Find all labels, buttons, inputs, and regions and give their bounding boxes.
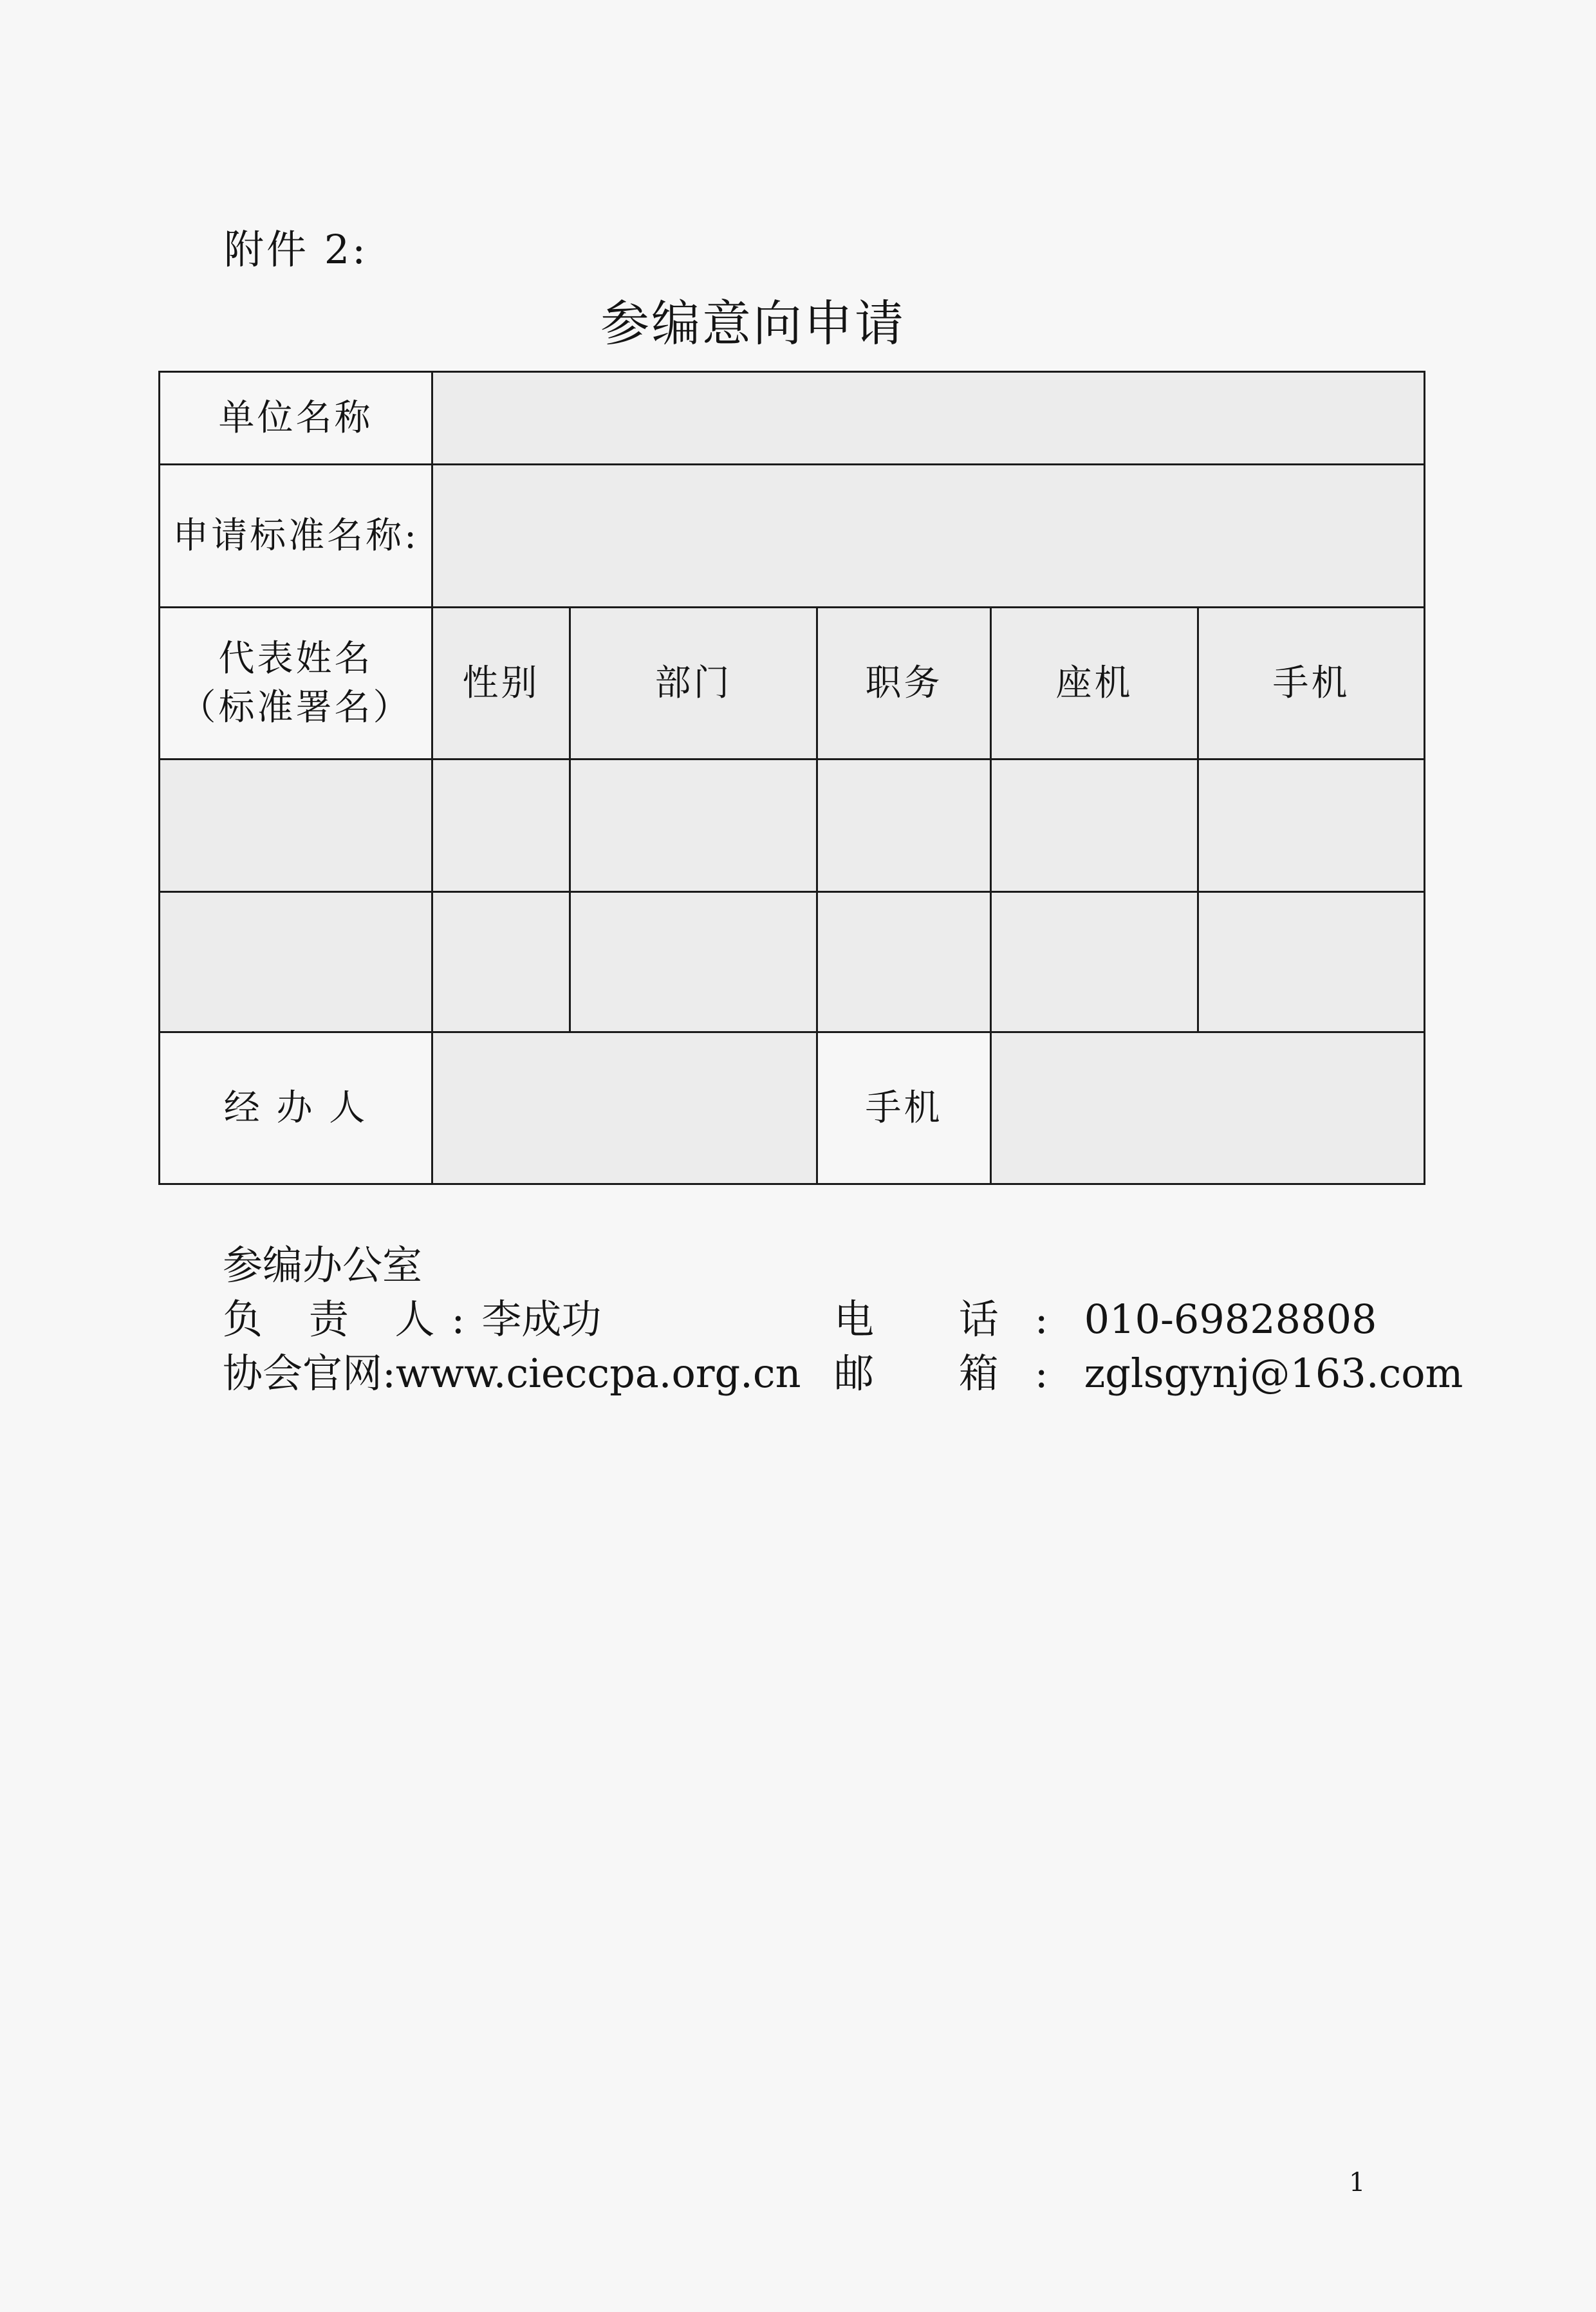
table-row [160, 372, 1425, 465]
gender-cell[interactable] [432, 760, 570, 892]
rep-name-sublabel: （标准署名） [180, 686, 412, 729]
rep-name-cell[interactable] [160, 760, 432, 892]
mobile-cell[interactable] [1198, 892, 1425, 1032]
person-label: 负 责 人: [223, 1296, 482, 1343]
gender-header: 性别 [432, 608, 570, 760]
table-row [160, 1032, 1425, 1184]
unit-name-field[interactable] [432, 372, 1425, 465]
page-number: 1 [1349, 2168, 1366, 2197]
department-cell[interactable] [570, 892, 817, 1032]
rep-name-label: 代表姓名 [218, 637, 373, 680]
handler-label: 经 办 人 [160, 1032, 432, 1184]
rep-name-cell[interactable] [160, 892, 432, 1032]
table-row [160, 892, 1425, 1032]
handler-mobile-field[interactable] [991, 1032, 1425, 1184]
handler-mobile-label: 手机 [817, 1032, 991, 1184]
landline-cell[interactable] [991, 760, 1198, 892]
table-row [160, 760, 1425, 892]
website-link[interactable]: www.cieccpa.org.cn [395, 1350, 801, 1397]
email-label: 邮 箱: [834, 1350, 1084, 1397]
department-header: 部门 [570, 608, 817, 760]
standard-name-label: 申请标准名称: [160, 465, 432, 608]
phone-value: 010-69828808 [1084, 1296, 1377, 1343]
landline-header: 座机 [991, 608, 1198, 760]
position-header: 职务 [817, 608, 991, 760]
standard-name-field[interactable] [432, 465, 1425, 608]
rep-name-header [160, 608, 432, 760]
position-cell[interactable] [817, 760, 991, 892]
phone-label: 电 话: [834, 1296, 1084, 1343]
email-link[interactable]: zglsgynj@163.com [1084, 1350, 1463, 1397]
attachment-label: 附件 2: [224, 226, 369, 273]
office-name: 参编办公室 [223, 1242, 423, 1289]
handler-field[interactable] [432, 1032, 817, 1184]
table-row [160, 465, 1425, 608]
document-title: 参编意向申请 [600, 295, 905, 352]
landline-cell[interactable] [991, 892, 1198, 1032]
table-header-row [160, 608, 1425, 760]
mobile-header: 手机 [1198, 608, 1425, 760]
website-label: 协会官网: [223, 1350, 396, 1397]
gender-cell[interactable] [432, 892, 570, 1032]
department-cell[interactable] [570, 760, 817, 892]
application-form-table [158, 371, 1425, 1185]
mobile-cell[interactable] [1198, 760, 1425, 892]
position-cell[interactable] [817, 892, 991, 1032]
unit-name-label: 单位名称 [160, 372, 432, 465]
person-value: 李成功 [481, 1296, 602, 1343]
